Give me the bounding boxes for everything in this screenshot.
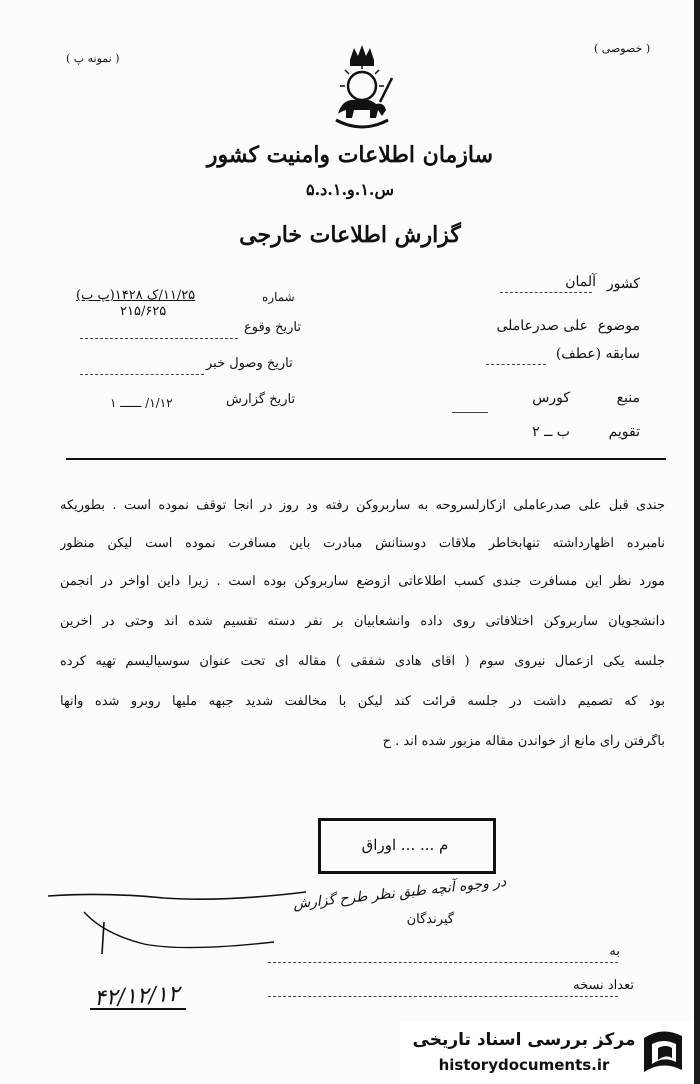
source-value: کورس [532, 390, 570, 406]
body-line: دانشجویان ساربروکن اختلافاتی روی داده وانشعابیان بر نفر دسته تقسیم شده اند وحتی در آخرین [60, 614, 665, 629]
body-line: نامبرده اظهارداشته تنهابخاطر ملاقات دوستانش مبادرت باین مسافرت نموده است لیکن منظور [60, 536, 665, 551]
body-line: بود که تصمیم داشت در جلسه قرائت کند لیکن با مخالفت شدید جبهه ملیها روبرو شده وآنها [60, 694, 665, 709]
report-date-label: تاریخ گزارش [226, 392, 296, 407]
lion-and-sun-emblem-icon [324, 42, 400, 132]
body-line: مورد نظر این مسافرت جندی کسب اطلاعاتی ازوضع ساربروکن بوده است . زیرا داین اواخر در انجمن [60, 574, 665, 589]
body-line: جلسه یکی ازعمال نیروی سوم ( آقای هادی شفقی ) مقاله ای تحت عنوان سوسیالیسم تهیه کرده [60, 654, 665, 669]
receipt-date-label: تاریخ وصول خبر [206, 356, 293, 371]
report-date-value: ۱/۱۲/ ــــــ ۱ [110, 396, 173, 410]
copies-label: تعداد نسخه [573, 978, 634, 993]
handwritten-note: در وجوه آنچه طبق نظر طرح گزارش [292, 874, 508, 913]
body-line: جندی قبل علی صدرعاملی ازکارلسروحه به ساربروکن رفته ود روز در آنجا توقف نموده است . بطوریکه [60, 498, 665, 513]
organization-title: سازمان اطلاعات وامنیت کشور [206, 142, 494, 168]
handwritten-signature-icon [44, 882, 314, 962]
number-value: ۱۱/۲۵/ک ۱۴۲۸(پ ب) [76, 288, 196, 303]
watermark-title: مرکز بررسی اسناد تاریخی [412, 1030, 636, 1050]
subject-label: موضوع [597, 318, 640, 334]
form-type-tag: ( نمونه پ ) [66, 52, 120, 65]
recipients-label: گیرندگان [406, 912, 454, 927]
divider-rule [66, 458, 666, 460]
evaluation-value: ب ــ ۲ [532, 424, 570, 440]
report-title: گزارش اطلاعات خارجی [239, 222, 461, 248]
classification-tag: ( خصوصی ) [594, 42, 651, 55]
stamp-text: م ... ... اوراق [361, 836, 449, 854]
document-code: س.۱.و.۱.د.۵ [305, 180, 395, 199]
precedent-label: سابقه (عطف) [555, 346, 640, 362]
evaluation-label: تقویم [608, 424, 640, 440]
to-label: به [609, 944, 620, 959]
source-label: منبع [616, 390, 640, 406]
body-line: باگرفتن رأی مانع از خواندن مقاله مزبور شده اند . ح [382, 734, 665, 749]
number-label: شماره [262, 290, 295, 304]
handwritten-date: ۴۲/۱۲/۱۲ [93, 981, 181, 1012]
archive-logo-icon [640, 1026, 686, 1080]
watermark-url: historydocuments.ir [438, 1056, 610, 1074]
country-value: آلمان [565, 274, 596, 290]
subject-value: علی صدرعاملی [496, 318, 588, 334]
number-value-secondary: ۲۱۵/۶۲۵ [120, 304, 167, 319]
event-date-label: تاریخ وقوع [244, 320, 301, 335]
country-label: کشور [606, 276, 640, 292]
